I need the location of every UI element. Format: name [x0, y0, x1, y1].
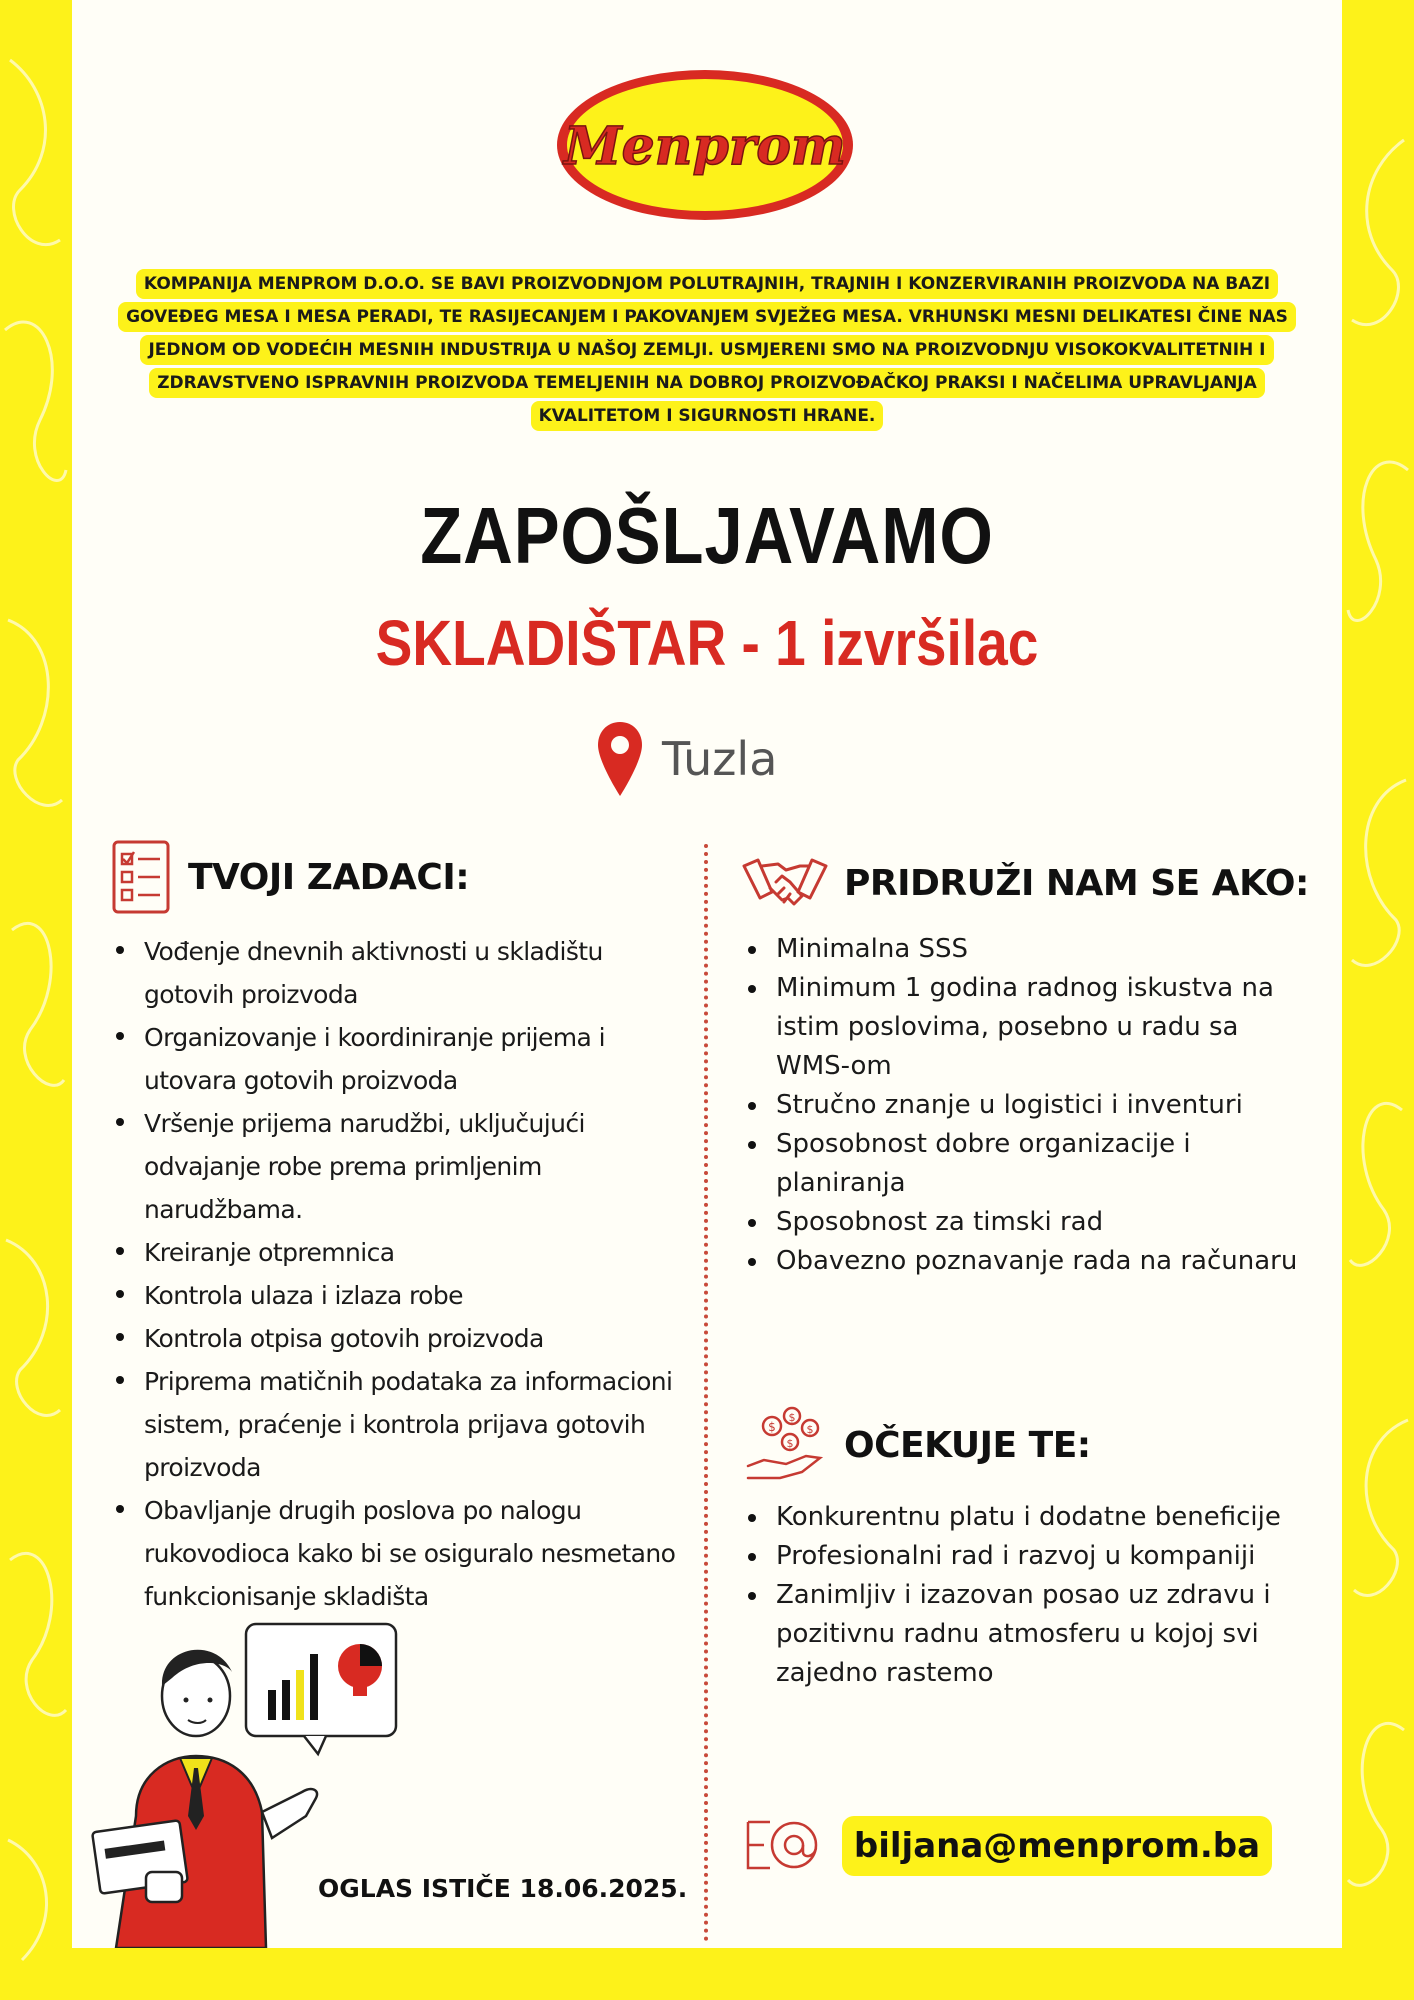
- headline: ZAPOŠLJAVAMO: [420, 491, 994, 580]
- money-hand-icon: [744, 1404, 828, 1486]
- location: [596, 718, 777, 800]
- list-item: Obavezno poznavanje rada na računaru: [744, 1242, 1304, 1281]
- list-item: Sposobnost za timski rad: [744, 1203, 1304, 1242]
- list-item: Zanimljiv i izazovan posao uz zdravu i pozitivnu radnu atmosferu u kojoj svi zajedno rastemo: [744, 1576, 1304, 1693]
- offer-title: OČEKUJE TE:: [844, 1424, 1091, 1466]
- list-item: Priprema matičnih podataka za informacioni sistem, praćenje i kontrola prijava gotovih proizvoda: [112, 1360, 682, 1489]
- requirements-list: [744, 930, 1304, 1281]
- job-position: SKLADIŠTAR - 1 izvršilac: [375, 607, 1039, 679]
- svg-text:$: $: [806, 1423, 814, 1436]
- list-item: Kontrola otpisa gotovih proizvoda: [112, 1317, 682, 1360]
- list-item: Konkurentnu platu i dodatne beneficije: [744, 1498, 1304, 1537]
- tasks-list: [112, 930, 682, 1618]
- location-pin-icon: [596, 720, 644, 798]
- list-item: Sposobnost dobre organizacije i planiranja: [744, 1125, 1304, 1203]
- list-item: Vršenje prijema narudžbi, uključujući odvajanje robe prema primljenim narudžbama.: [112, 1102, 682, 1231]
- svg-text:$: $: [768, 1420, 776, 1434]
- list-item: Obavljanje drugih poslova po nalogu rukovodioca kako bi se osiguralo nesmetano funkcionisanje skladišta: [112, 1489, 682, 1618]
- list-item: Minimalna SSS: [744, 930, 1304, 969]
- list-item: Profesionalni rad i razvoj u kompaniji: [744, 1537, 1304, 1576]
- requirements-title: PRIDRUŽI NAM SE AKO:: [844, 862, 1309, 904]
- menprom-logo: [553, 66, 858, 224]
- svg-text:$: $: [786, 1437, 794, 1450]
- list-item: Vođenje dnevnih aktivnosti u skladištu gotovih proizvoda: [112, 930, 682, 1016]
- requirements-header: [742, 852, 1309, 914]
- logo-text: Menprom: [564, 116, 846, 177]
- list-item: Kreiranje otpremnica: [112, 1231, 682, 1274]
- location-city: Tuzla: [662, 732, 778, 786]
- list-item: Kontrola ulaza i izlaza robe: [112, 1274, 682, 1317]
- list-item: Minimum 1 godina radnog iskustva na istim poslovima, posebno u radu sa WMS-om: [744, 969, 1304, 1086]
- decorative-border-right: [1342, 0, 1414, 2000]
- email-at-icon: [744, 1812, 824, 1878]
- deadline-text: OGLAS ISTIČE 18.06.2025.: [318, 1874, 688, 1903]
- tasks-header: [110, 838, 469, 916]
- svg-text:$: $: [788, 1411, 796, 1424]
- decorative-border-left: [0, 0, 72, 2000]
- checklist-icon: [110, 838, 172, 916]
- list-item: Stručno znanje u logistici i inventuri: [744, 1086, 1304, 1125]
- column-divider: [704, 844, 708, 1942]
- handshake-icon: [742, 852, 828, 914]
- contact-email[interactable]: biljana@menprom.ba: [842, 1816, 1272, 1876]
- offer-header: [744, 1404, 1091, 1486]
- offer-list: [744, 1498, 1304, 1693]
- list-item: Organizovanje i koordiniranje prijema i utovara gotovih proizvoda: [112, 1016, 682, 1102]
- tasks-title: TVOJI ZADACI:: [188, 856, 470, 898]
- company-intro: KOMPANIJA MENPROM D.O.O. SE BAVI PROIZVODNJOM POLUTRAJNIH, TRAJNIH I KONZERVIRANIH PROIZVODA NA BAZI GOVEĐEG MESA I MESA PERADI, TE RASIJECANJEM I PAKOVANJEM SVJEŽEG MESA. VRHUNSKI MESNI DELIKATESI ČINE NAS JEDNOM OD VODEĆIH MESNIH INDUSTRIJA U NAŠOJ ZEMLJI. USMJERENI SMO NA PROIZVODNJU VISOKOKVALITETNIH I ZDRAVSTVENO ISPRAVNIH PROIZVODA TEMELJENIH NA DOBROJ PROIZVOĐAČKOJ PRAKSI I NAČELIMA UPRAVLJANJA KVALITETOM I SIGURNOSTI HRANE.: [100, 268, 1314, 433]
